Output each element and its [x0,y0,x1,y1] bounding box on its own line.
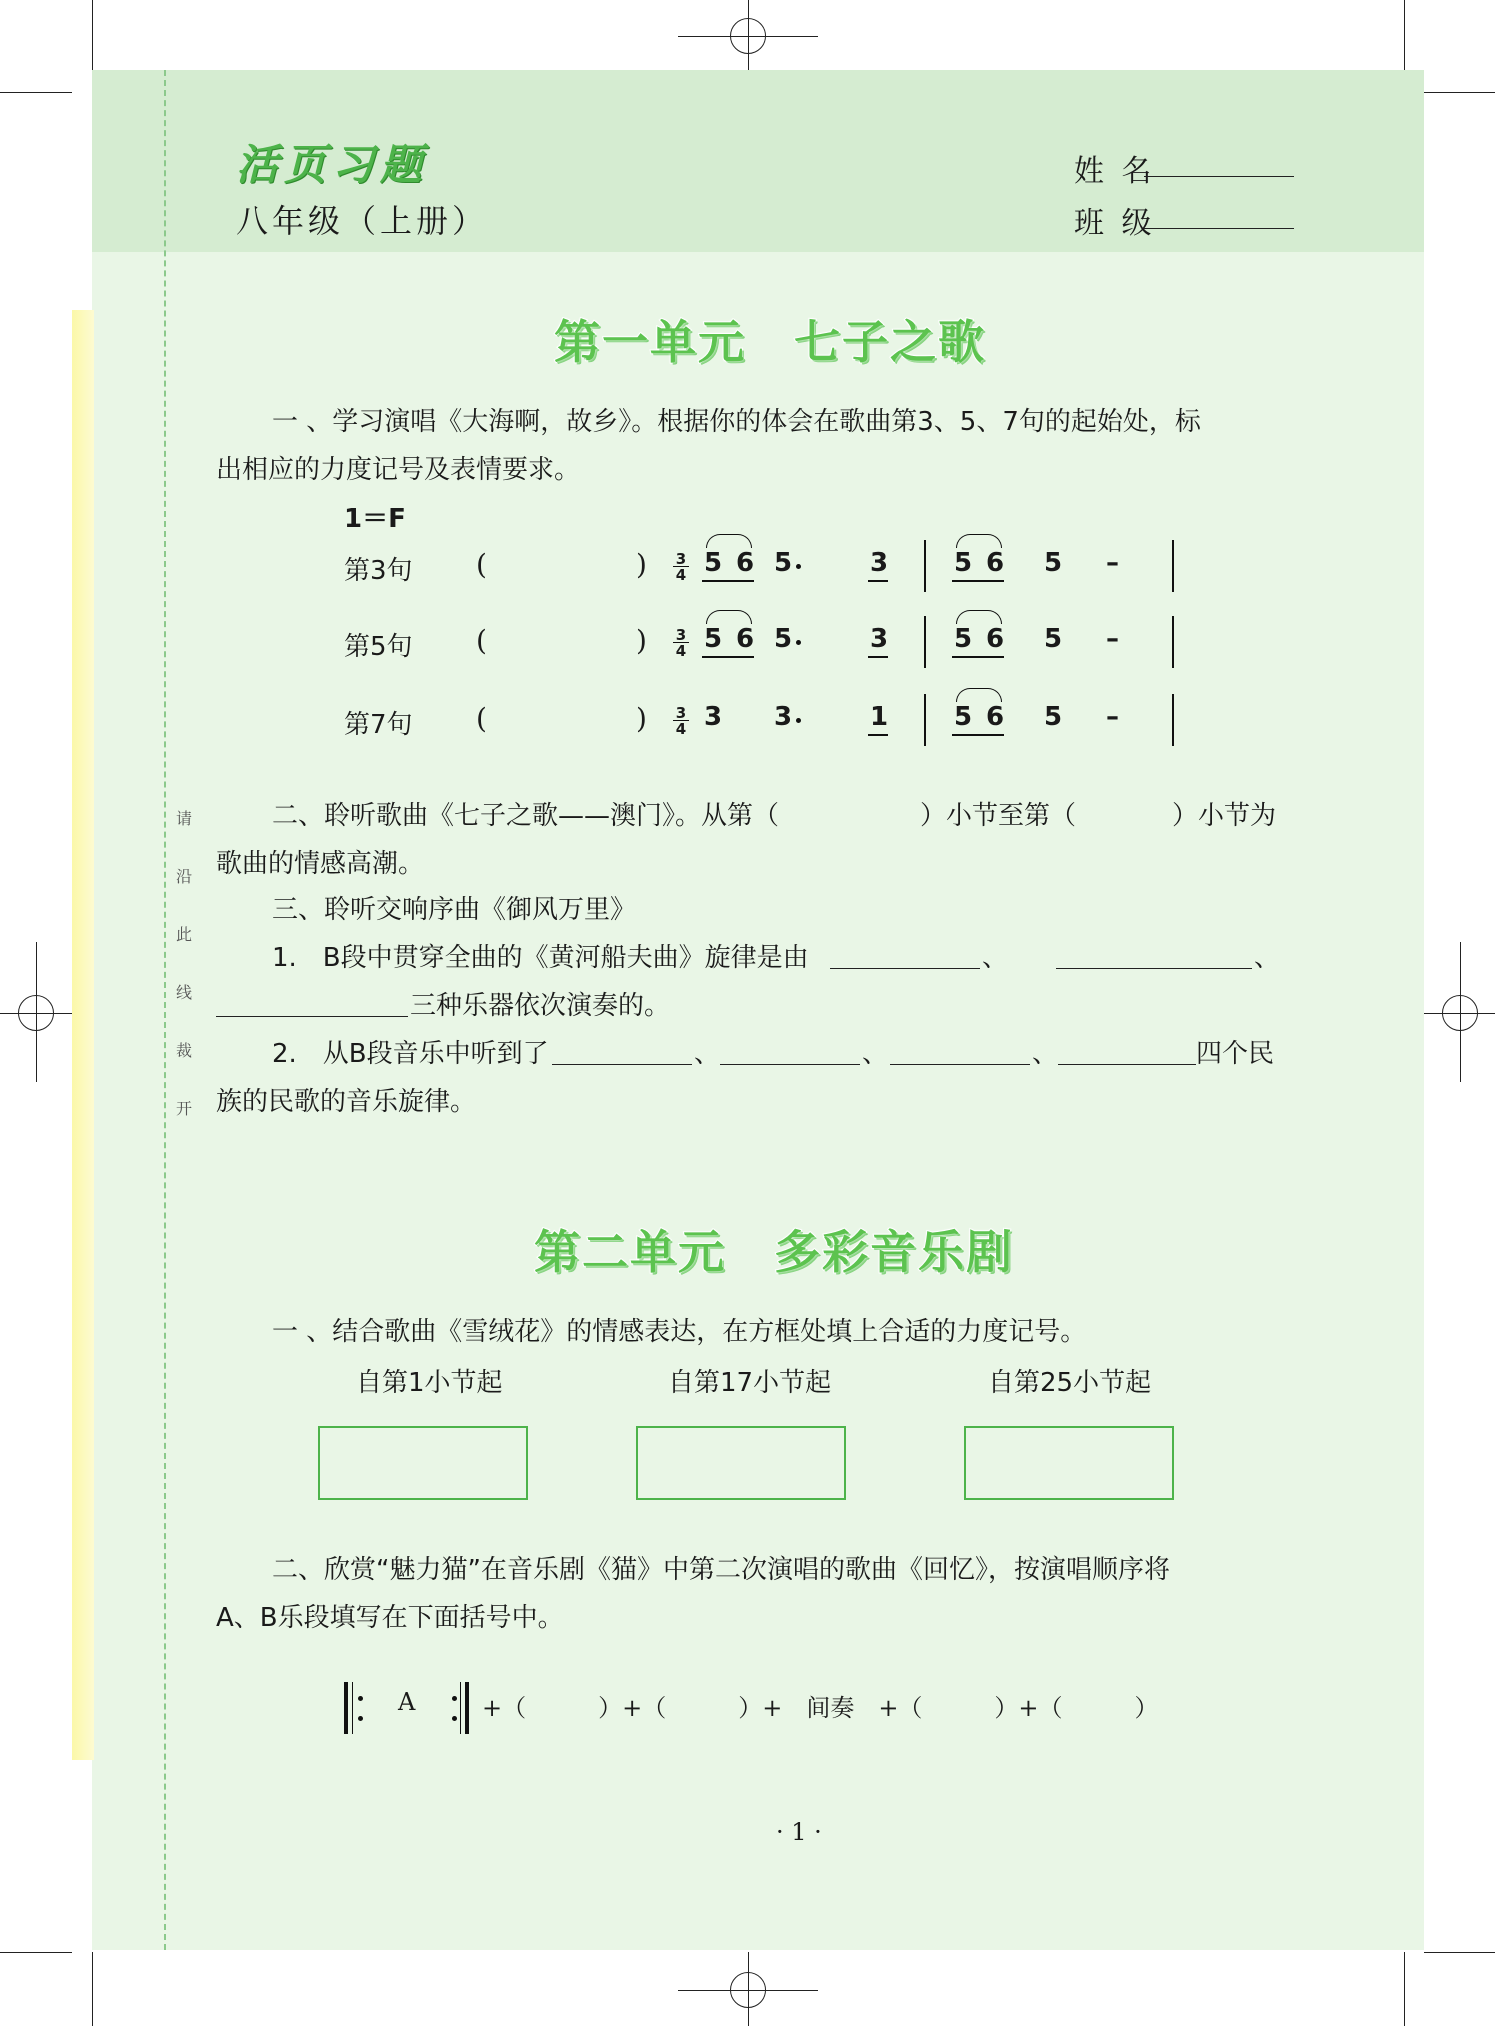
section-a-label: A [398,1688,416,1716]
note: 6 [736,624,755,654]
crop-mark [1424,92,1495,93]
u1-q1-line1: 一 、学习演唱《大海啊，故乡》。根据你的体会在歌曲第3、5、7句的起始处，标 [272,407,1201,437]
slur [956,534,1002,548]
box-label-1: 自第1小节起 [356,1368,503,1398]
crop-mark [92,1952,93,2026]
phrase-label: 第7句 [344,710,413,740]
dynamics-answer-box[interactable] [964,1426,1174,1500]
bar-line [924,616,926,668]
name-label: 姓 名 [1074,154,1156,189]
time-sig-bottom: 4 [675,642,687,660]
u2-q1-text: 一 、结合歌曲《雪绒花》的情感表达，在方框处填上合适的力度记号。 [272,1317,1087,1347]
time-sig-top: 3 [675,550,687,568]
answer-blank[interactable] [552,1064,692,1065]
unit-1-title: 第一单元 七子之歌 [554,315,986,369]
note: 6 [986,624,1005,654]
close-paren: ) [636,548,647,581]
form-sequence[interactable]: +（ ）+（ ）+ 间奏 +（ ）+（ ） [482,1694,1159,1722]
dynamics-answer[interactable] [500,626,630,662]
slur [956,610,1002,624]
eighth-beam [702,580,754,582]
bar-line [924,540,926,592]
crop-mark [748,0,749,70]
note: 6 [736,548,755,578]
separator: 、 [1032,1039,1059,1069]
u1-q3-item2: 2. 从B段音乐中听到了 [272,1039,549,1069]
class-label: 班 级 [1074,206,1156,241]
u1-q1-line2: 出相应的力度记号及表情要求。 [216,455,581,485]
repeat-dot [452,1716,457,1721]
workbook-logo: 活页习题 [236,140,429,189]
crop-mark [1424,1952,1495,1953]
crop-mark [92,0,93,70]
dynamics-answer-box[interactable] [636,1426,846,1500]
note: 5 [1044,624,1063,654]
answer-blank[interactable] [216,1016,408,1017]
time-sig-bottom: 4 [675,566,687,584]
cut-line-char: 线 [175,983,192,1002]
phrase-label: 第3句 [344,556,413,586]
note: 1 [870,702,889,732]
dynamics-answer[interactable] [500,704,630,740]
bar-line [1172,694,1174,746]
note: 3 [870,548,889,578]
u2-q2-line2: A、B乐段填写在下面括号中。 [216,1603,564,1633]
close-paren: ) [636,702,647,735]
separator: 、 [694,1039,721,1069]
note: 6 [986,702,1005,732]
augmentation-dot [796,564,801,569]
note: 5 [1044,702,1063,732]
repeat-dot [358,1716,363,1721]
u1-q2-line2: 歌曲的情感高潮。 [216,849,425,879]
crop-mark [0,92,72,93]
note: – [1106,624,1119,654]
repeat-thin-bar [460,1682,461,1734]
eighth-beam [952,656,1004,658]
dynamics-answer-box[interactable] [318,1426,528,1500]
answer-blank[interactable] [890,1064,1030,1065]
open-paren: ( [476,702,487,735]
repeat-thin-bar [352,1682,353,1734]
crop-mark [1404,1952,1405,2026]
grade-label: 八年级（上册） [236,202,489,240]
eighth-beam [952,734,1004,736]
note: 6 [986,548,1005,578]
eighth-beam [868,580,888,582]
u1-q2-part2: ）小节至第（ [920,801,1077,831]
u2-q2-line1: 二、欣赏“魅力猫”在音乐剧《猫》中第二次演唱的歌曲《回忆》，按演唱顺序将 [272,1555,1170,1585]
separator: 、 [1254,943,1281,973]
answer-blank[interactable] [1058,1064,1196,1065]
separator: 、 [982,943,1009,973]
answer-blank[interactable] [830,968,980,969]
cut-line-char: 开 [175,1099,192,1118]
note: 5 [704,548,723,578]
crop-mark [1460,942,1461,1082]
u1-q3-item1: 1. B段中贯穿全曲的《黄河船夫曲》旋律是由 [272,943,809,973]
bar-line [924,694,926,746]
eighth-beam [702,656,754,658]
crop-mark [1404,0,1405,70]
crop-mark [36,942,37,1082]
eighth-beam [952,580,1004,582]
note: 3 [774,702,793,732]
note: 5 [954,548,973,578]
repeat-dot [358,1696,363,1701]
margin-stripe [72,310,94,1760]
bar-line [1172,540,1174,592]
note: 5 [1044,548,1063,578]
eighth-beam [868,656,888,658]
close-paren: ) [636,624,647,657]
page-number: · 1 · [776,1818,822,1846]
name-field[interactable] [1144,176,1294,177]
u1-q2-part3: ）小节为 [1172,801,1277,831]
cut-line-char: 此 [175,925,192,944]
slur [706,534,752,548]
time-sig-top: 3 [675,626,687,644]
u1-q3-item1-end: 三种乐器依次演奏的。 [410,991,671,1021]
note: 5 [954,624,973,654]
augmentation-dot [796,640,801,645]
open-paren: ( [476,624,487,657]
u1-q2-part1: 二、聆听歌曲《七子之歌——澳门》。从第（ [272,801,780,831]
eighth-beam [868,734,888,736]
answer-blank[interactable] [1056,968,1252,969]
repeat-thick-bar [465,1682,469,1734]
time-sig-top: 3 [675,704,687,722]
class-field[interactable] [1144,228,1294,229]
cut-line [164,70,166,1950]
cut-line-char: 沿 [175,867,192,886]
separator: 、 [862,1039,889,1069]
bar-line [1172,616,1174,668]
crop-mark [0,1952,72,1953]
note: 3 [870,624,889,654]
slur [956,688,1002,702]
u1-q3-title: 三、聆听交响序曲《御风万里》 [272,895,637,925]
augmentation-dot [796,718,801,723]
note: 5 [954,702,973,732]
u1-q3-item2-line2: 族的民歌的音乐旋律。 [216,1087,477,1117]
box-label-2: 自第17小节起 [668,1368,832,1398]
slur [706,610,752,624]
time-sig-bottom: 4 [675,720,687,738]
key-signature: 1＝F [344,504,406,534]
box-label-3: 自第25小节起 [988,1368,1152,1398]
note: 3 [704,702,723,732]
note: – [1106,702,1119,732]
answer-blank[interactable] [720,1064,860,1065]
open-paren: ( [476,548,487,581]
cut-line-char: 请 [175,809,192,828]
dynamics-answer[interactable] [500,550,630,586]
note: – [1106,548,1119,578]
crop-mark [748,1952,749,2026]
phrase-label: 第5句 [344,632,413,662]
note: 5 [704,624,723,654]
note: 5 [774,548,793,578]
note: 5 [774,624,793,654]
repeat-thick-bar [344,1682,348,1734]
cut-line-char: 裁 [175,1041,192,1060]
repeat-dot [452,1696,457,1701]
u1-q3-item2-end: 四个民 [1196,1039,1275,1069]
unit-2-title: 第二单元 多彩音乐剧 [534,1225,1014,1279]
